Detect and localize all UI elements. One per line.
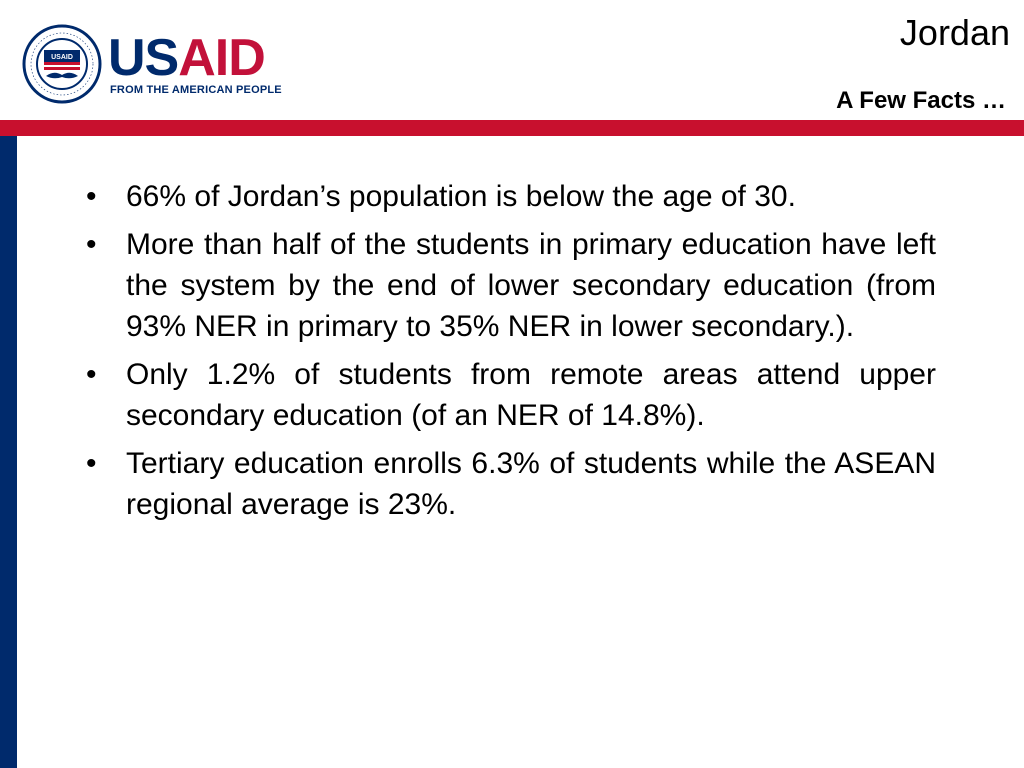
bullet-text: Only 1.2% of students from remote areas attend upper secondary education (of an NER of 14.8%).	[126, 358, 936, 432]
bullet-marker: •	[86, 228, 97, 261]
usaid-logo	[22, 24, 312, 106]
slide-content	[84, 176, 936, 532]
bullet-text: Tertiary education enrolls 6.3% of students while the ASEAN regional average is 23%.	[126, 447, 936, 521]
bullet-list	[84, 176, 936, 525]
logo-tagline: FROM THE AMERICAN PEOPLE	[110, 84, 282, 96]
bullet-text: More than half of the students in primary education have left the system by the end of lower secondary education (from 93% NER in primary to 35% NER in lower secondary.).	[126, 228, 936, 343]
slide-title: Jordan	[899, 12, 1010, 53]
bullet-marker: •	[86, 358, 97, 391]
bullet-item	[84, 224, 936, 347]
header-red-bar	[0, 120, 1024, 136]
wordmark-us: US	[108, 29, 179, 87]
left-blue-bar	[0, 136, 17, 768]
bullet-marker: •	[86, 180, 97, 213]
usaid-seal-icon	[22, 24, 102, 104]
bullet-item	[84, 176, 936, 217]
bullet-item	[84, 443, 936, 525]
bullet-marker: •	[86, 447, 97, 480]
bullet-item	[84, 354, 936, 436]
wordmark-aid: AID	[178, 29, 265, 87]
slide-subtitle: A Few Facts …	[836, 87, 1006, 114]
svg-text:USAID: USAID	[51, 54, 73, 61]
bullet-text: 66% of Jordan’s population is below the age of 30.	[126, 180, 796, 213]
usaid-wordmark	[108, 29, 265, 87]
